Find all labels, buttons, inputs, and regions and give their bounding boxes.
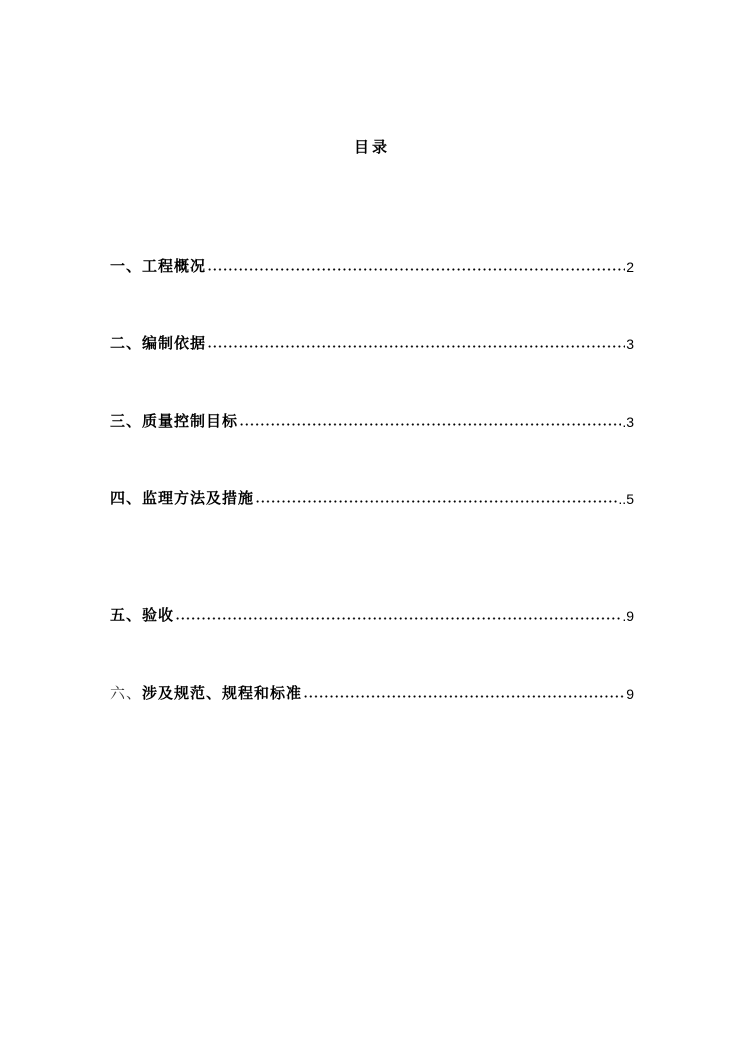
toc-entry-text: 质量控制目标 <box>142 412 239 430</box>
toc-entry-6[interactable] <box>110 681 634 703</box>
dot-leader <box>255 500 617 503</box>
toc-entry-page-number: 2 <box>626 259 634 275</box>
toc-entry-page-number: .3 <box>622 414 634 430</box>
toc-entry-3[interactable] <box>110 409 634 431</box>
toc-entry-text: 工程概况 <box>142 257 207 275</box>
dot-leader <box>207 268 625 271</box>
toc-entry-prefix: 四、 <box>110 489 143 507</box>
toc-entry-prefix: 一、 <box>110 257 143 275</box>
dot-leader <box>303 695 625 698</box>
dot-leader <box>239 423 621 426</box>
toc-entry-prefix: 二、 <box>110 334 143 352</box>
dot-leader <box>207 345 625 348</box>
toc-entry-prefix: 六、 <box>110 684 143 702</box>
toc-title: 目录 <box>353 138 390 156</box>
toc-entry-text: 验收 <box>142 606 175 624</box>
toc-entry-1[interactable] <box>110 254 634 276</box>
toc-entry-page-number: ..5 <box>618 491 634 507</box>
dot-leader <box>175 617 621 620</box>
toc-entry-4[interactable] <box>110 486 634 508</box>
toc-entry-page-number: 3 <box>626 336 634 352</box>
toc-entry-5[interactable] <box>110 603 634 625</box>
toc-entry-prefix: 五、 <box>110 606 143 624</box>
toc-entry-prefix: 三、 <box>110 412 143 430</box>
toc-entry-2[interactable] <box>110 331 634 353</box>
toc-entry-page-number: .9 <box>622 608 634 624</box>
toc-entry-text: 涉及规范、规程和标准 <box>142 684 303 702</box>
toc-entry-text: 编制依据 <box>142 334 207 352</box>
toc-entry-text: 监理方法及措施 <box>142 489 255 507</box>
toc-entry-page-number: 9 <box>626 686 634 702</box>
